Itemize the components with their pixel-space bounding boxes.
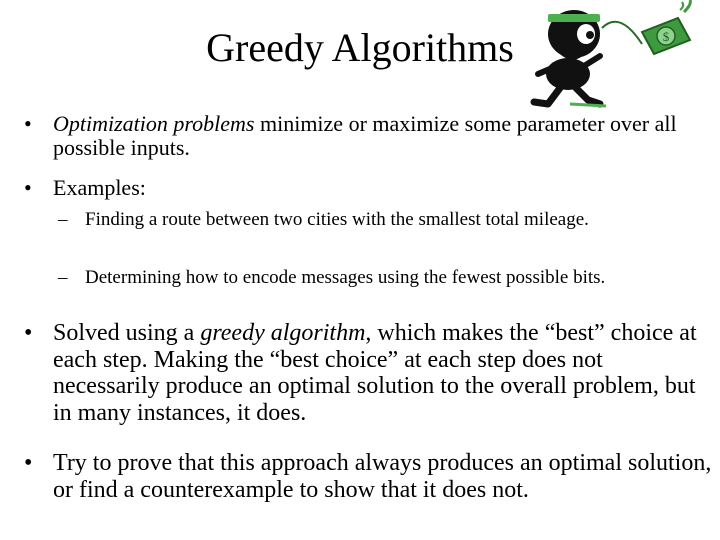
bullet-greedy-algorithm (24, 320, 714, 426)
bullet-text-rest: minimize or maximize some parameter over all possible inputs. (53, 111, 677, 160)
bullet-dot: • (24, 175, 32, 200)
sub-bullet-route (58, 210, 708, 230)
slide-title-text: Greedy Algorithms (206, 25, 514, 70)
running-man-chasing-money-icon (530, 0, 720, 110)
running-man-figure (534, 10, 606, 106)
bullet-dot: • (24, 450, 33, 476)
sub-bullet-encode (58, 268, 708, 288)
sub-bullet-text: Finding a route between two cities with the smallest total mileage. (85, 209, 589, 230)
bullet-text-pre: Solved using a (53, 320, 201, 346)
dash-marker: – (58, 267, 68, 288)
bullet-text (53, 112, 720, 160)
dollar-sign: $ (662, 29, 670, 44)
bullet-text: Try to prove that this approach always produces an optimal solution, or find a counterexample to show that it does not. (53, 450, 712, 503)
dash-marker: – (58, 209, 68, 230)
bullet-prove-approach (24, 450, 714, 503)
emphasis-text: greedy algorithm (200, 320, 366, 346)
emphasis-text: Optimization problems (53, 111, 255, 136)
bullet-dot: • (24, 320, 33, 346)
bullet-text: Examples: (53, 175, 146, 200)
bullet-dot: • (24, 111, 32, 136)
bullet-text-post: , which makes the “best” choice at each step. Making the “best choice” at each step does not necessarily produce an optimal solution to the overall problem, but in many instances, it does. (53, 320, 697, 426)
bullet-text (53, 320, 714, 426)
bullet-optimization-problems (24, 112, 720, 160)
money-bill-icon (642, 0, 690, 54)
sub-bullet-text: Determining how to encode messages using the fewest possible bits. (85, 267, 606, 288)
bullet-examples (24, 176, 146, 200)
